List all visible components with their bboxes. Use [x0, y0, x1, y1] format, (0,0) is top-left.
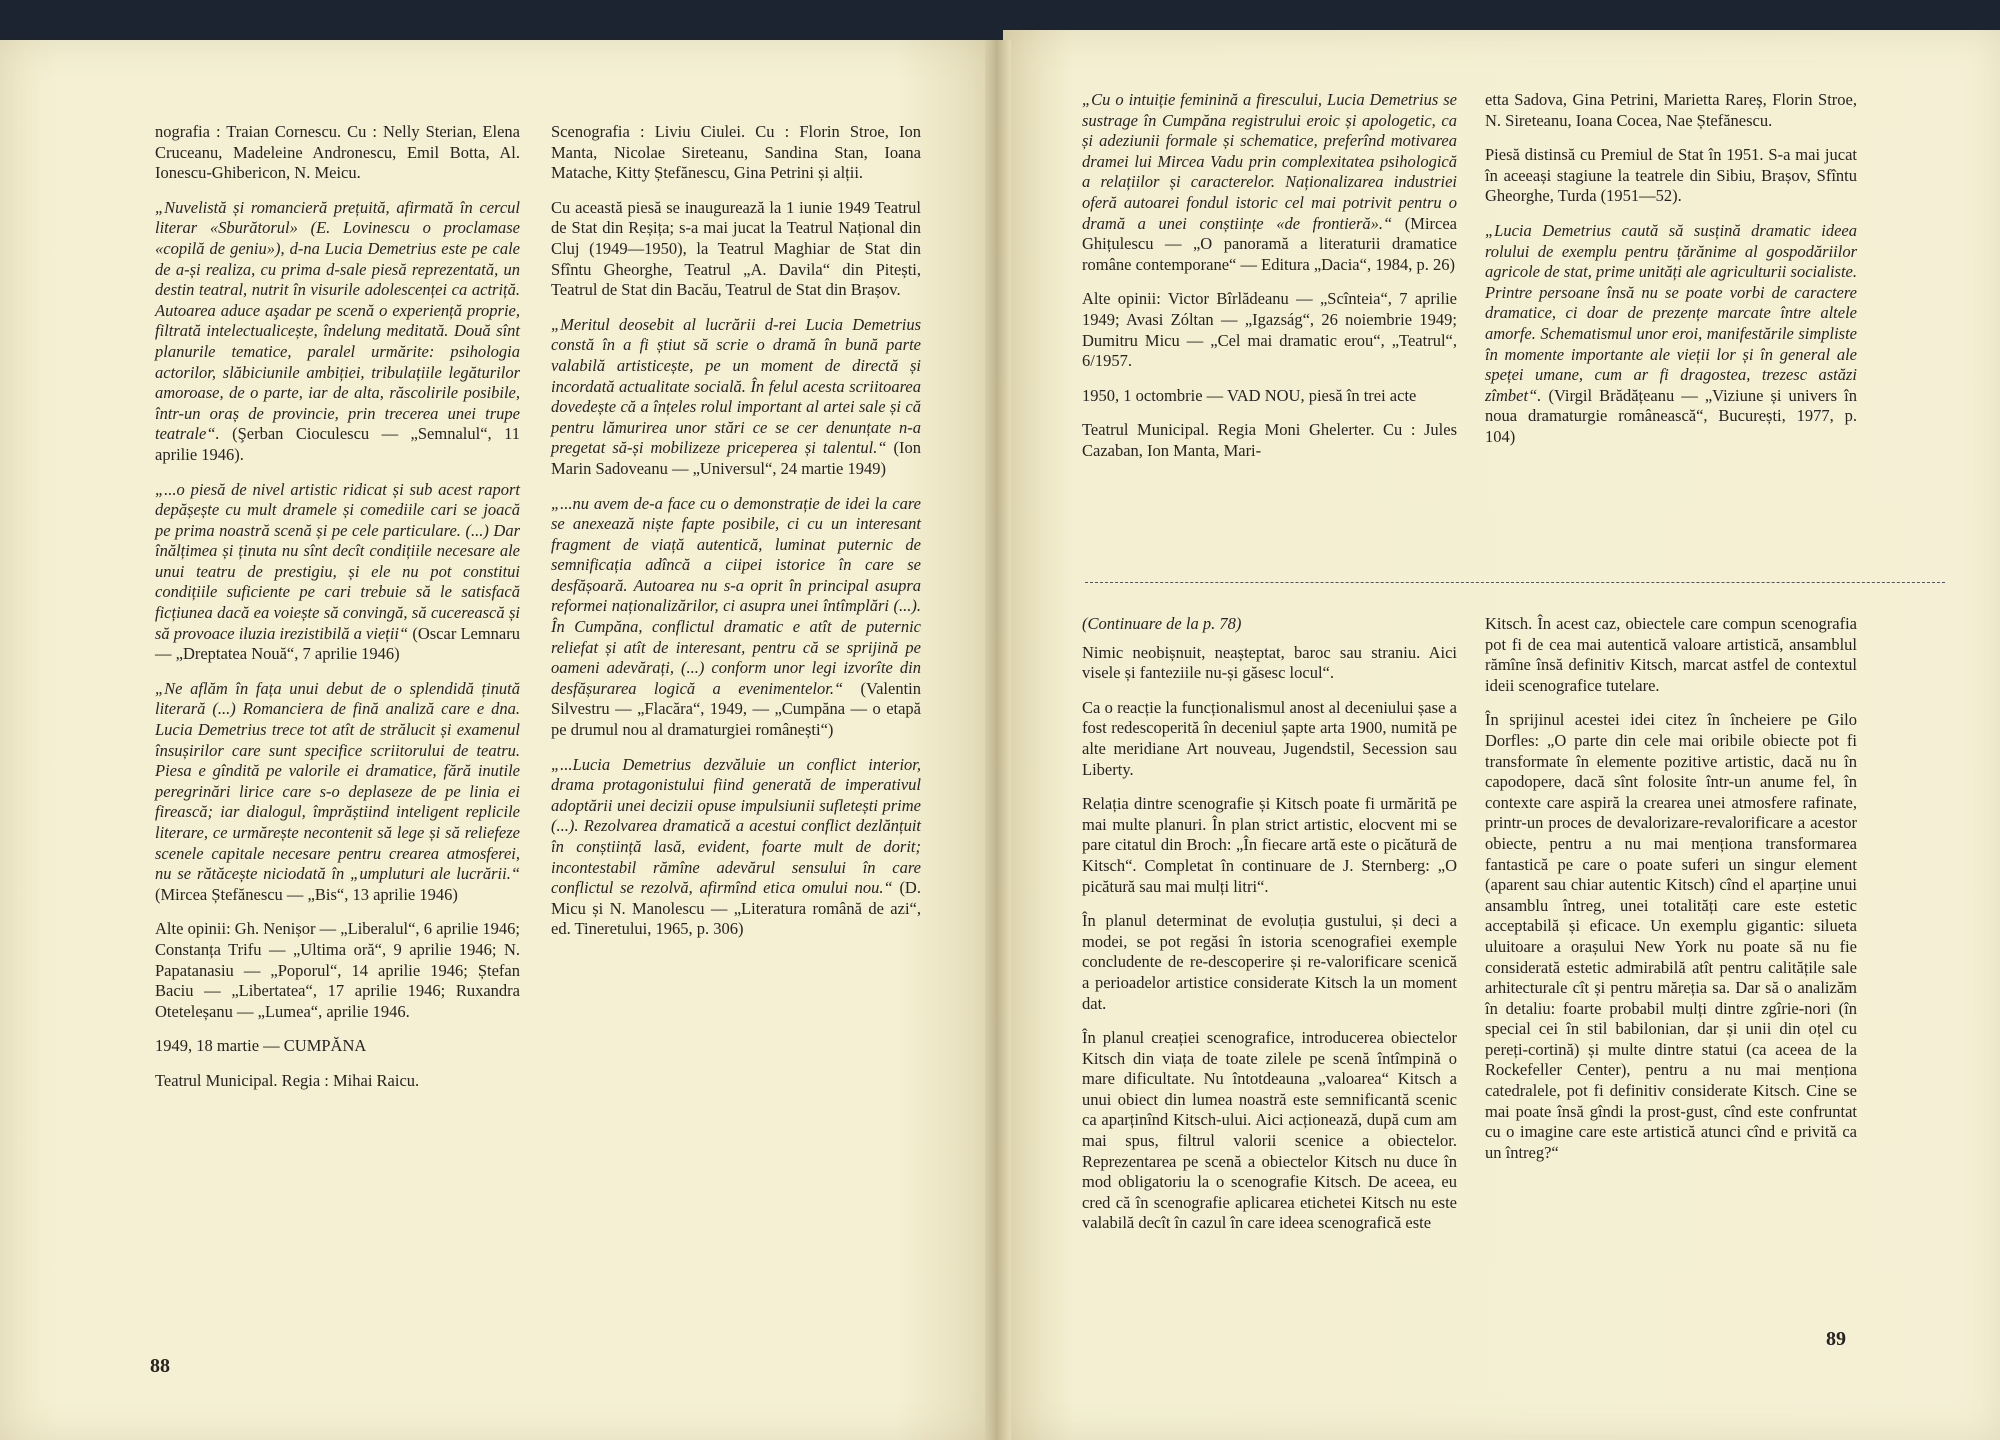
paragraph-text: „Ne aflăm în fața unui debut de o splendidă ținută literară (...) Romanciera de fină analiză care e dna. Lucia Demetrius trece tot atît de strălucit și examenul însușirilor care sunt specifice scriitorului de teatru. Piesa e gîndită pe valorile ei dramatice, fără inutile peregrinări lirice care s-o deplaseze de pe linia ei firească; iar dialogul, împrăștiind inteligent replicile literare, ce urmărește necontenit să lege și să reliefeze scenele capitale necesare pentru crearea atmosferei, nu se rătăcește niciodată în „umpluturi ale lucrării.“ — [155, 678, 520, 884]
paragraph-text: Kitsch. În acest caz, obiectele care compun scenografia pot fi de cea mai autentică valoare artistică, ansamblul rămîne însă definitiv Kitsch, marcat astfel de contextul ideii scenografice tutelare. — [1485, 614, 1857, 695]
citation-source: (Ion Marin Sadoveanu — „Universul“, 24 martie 1949) — [551, 438, 921, 478]
paragraph-text: „...nu avem de-a face cu o demonstrație de idei la care se anexează niște fapte posibile, ci cu un interesant fragment de viață autentică, luminat puternic de semnificația adîncă a ciipei istorice în care se desfășoară. Autoarea nu s-a oprit în principal asupra reformei naționalizărilor, ci asupra unei întîmplări (...). În Cumpăna, conflictul dramatic e atît de puternic reliefat și atît de interesant, pentru că se sprijină pe oameni adevărați, (...) conform unor legi izvorîte din desfășurarea logică a evenimentelor.“ — [551, 493, 921, 698]
paragraph — [551, 755, 921, 940]
paragraph — [155, 1071, 520, 1092]
paragraph — [1082, 420, 1457, 461]
citation-source: (Valentin Silvestru — „Flacăra“, 1949, — „Cumpăna — o etapă pe drumul nou al dramaturgiei românești“) — [551, 678, 921, 740]
paragraph-text: Alte opinii: Gh. Nenișor — „Liberalul“, 6 aprilie 1946; Constanța Trifu — „Ultima oră“, 9 aprilie 1946; N. Papatanasiu — „Poporul“, 14 aprilie 1946; Ștefan Baciu — „Libertatea“, 17 aprilie 1946; Ruxandra Oteteleșanu — „Lumea“, aprilie 1946. — [155, 919, 520, 1021]
paragraph — [1082, 794, 1457, 897]
paragraph — [1082, 698, 1457, 780]
left-page-column-2 — [551, 122, 921, 954]
paragraph-text: „Cu o intuiție feminină a firescului, Lucia Demetrius se sustrage în Cumpăna registrului eroic și apologetic, ca și adeziunii formale și schematice, preferînd motivarea dramei lui Mircea Vadu prin complexitatea psihologică a relațiilor și caracterelor. Naționalizarea industriei oferă autoarei fondul istoric cel mai potrivit pentru o dramă a unei conștiințe «de frontieră».“ — [1082, 90, 1457, 233]
paragraph — [1082, 90, 1457, 275]
paragraph-text: nografia : Traian Cornescu. Cu : Nelly Sterian, Elena Cruceanu, Madeleine Andronescu, Emil Botta, Al. Ionescu-Ghibericon, N. Meicu. — [155, 122, 520, 183]
citation-source: (Virgil Brădățeanu — „Viziune și univers în noua dramaturgie românească“, București, 1977, p. 104) — [1485, 385, 1857, 446]
paragraph — [1082, 1028, 1457, 1234]
left-page-column-1 — [155, 122, 520, 1106]
paragraph — [551, 122, 921, 184]
paragraph — [1485, 221, 1857, 448]
paragraph-text: etta Sadova, Gina Petrini, Marietta Rareș, Florin Stroe, N. Sireteanu, Ioana Cocea, Nae Ștefănescu. — [1485, 90, 1857, 130]
paragraph-text: În planul creației scenografice, introducerea obiectelor Kitsch din viața de toate zilele pe scenă întîmpină o mare dificultate. Nu întotdeauna „valoarea“ Kitsch a unui obiect din lumea noastră este semnificantă scenic ca aparținînd Kitsch-ului. Aici acționează, după cum am mai spus, filtrul valorii scenice a obiectelor. Reprezentarea pe scenă a obiectelor Kitsch nu duce în mod obligatoriu la o scenografie Kitsch. De aceea, eu cred că în scenografie aplicarea etichetei Kitsch nu este valabilă decît în cazul în care ideea scenografică este — [1082, 1028, 1457, 1233]
page-number-left: 88 — [150, 1355, 170, 1377]
right-page-column-1 — [1082, 90, 1457, 476]
section-divider — [1085, 582, 1945, 584]
paragraph-text: „...o piesă de nivel artistic ridicat și sub acest raport depășește cu mult dramele și comediile cari se joacă pe prima noastră scenă și pe cele particulare. (...) Dar înălțimea și ținuta nu sînt decît condițiile necesare ale unui teatru de prestigiu, și ele nu pot constitui condițiile suficiente pe cari trebuie să le satisfacă ficțiunea dacă ea voiește să convingă, să cucerească și să provoace iluzia irezistibilă a vieții“ — [155, 479, 520, 643]
paragraph-text: 1950, 1 octombrie — VAD NOU, piesă în trei acte — [1082, 385, 1417, 405]
paragraph-text: Ca o reacție la funcționalismul anost al deceniului șase a fost redescoperită în deceniul șapte arta 1900, numită pe alte meridiane Art nouveau, Jugendstil, Secession sau Liberty. — [1082, 697, 1457, 779]
book-gutter — [985, 40, 1011, 1440]
paragraph-text: Alte opinii: Victor Bîrlădeanu — „Scînteia“, 7 aprilie 1949; Avasi Zóltan — „Igazság“, 26 noiembrie 1949; Dumitru Micu — „Cel mai dramatic erou“, „Teatrul“, 6/1957. — [1082, 289, 1457, 371]
paragraph-text: În planul determinat de evoluția gustului, și deci a modei, se pot regăsi în istoria scenografiei exemple concludente de re-descoperire și re-valorificare scenică a perioadelor artistice considerate Kitsch la un moment dat. — [1082, 911, 1457, 1013]
right-page-column-4 — [1485, 614, 1857, 1177]
citation-source: (Mircea Ștefănescu — „Bis“, 13 aprilie 1946) — [155, 884, 458, 904]
paragraph-text: Teatrul Municipal. Regia Moni Ghelerter. Cu : Jules Cazaban, Ion Manta, Mari- — [1082, 420, 1457, 460]
right-page-column-2 — [1485, 90, 1857, 462]
paragraph-text: Piesă distinsă cu Premiul de Stat în 1951. S-a mai jucat în aceeași stagiune la teatrele din Sibiu, Brașov, Sfîntu Gheorghe, Turda (1951—52). — [1485, 145, 1857, 206]
citation-source: (D. Micu și N. Manolescu — „Literatura română de azi“, ed. Tineretului, 1965, p. 306) — [551, 878, 921, 939]
paragraph — [1082, 386, 1457, 407]
citation-source: (Mircea Ghițulescu — „O panoramă a literaturii dramatice române contemporane“ — Editura „Dacia“, 1984, p. 26) — [1082, 213, 1457, 274]
paragraph-text: „...Lucia Demetrius dezvăluie un conflict interior, drama protagonistului fiind generată de imperativul adoptării unei decizii opuse impulsiunii sufletești prime (...). Rezolvarea dramatică a acestui conflict dezlănțuit în conștiință lasă, evident, foarte mult de dorit; incontestabil rămîne adevărul sensului în care conflictul se rezolvă, afirmînd etica omului nou.“ — [551, 754, 921, 898]
paragraph-text: Relația dintre scenografie și Kitsch poate fi urmărită pe mai multe planuri. În plan strict artistic, elocvent mi se pare citatul din Broch: „În fiecare artă este o picătură de Kitsch“. Completat în continuare de J. Sternberg: „O picătură sau mai mulți litri“. — [1082, 794, 1457, 896]
paragraph-text: 1949, 18 martie — CUMPĂNA — [155, 1036, 367, 1056]
continuation-label: (Continuare de la p. 78) — [1082, 614, 1242, 633]
citation-source: (Oscar Lemnaru — „Dreptatea Nouă“, 7 aprilie 1946) — [155, 623, 521, 664]
paragraph — [1485, 90, 1857, 131]
paragraph — [551, 494, 921, 741]
paragraph-text: „Meritul deosebit al lucrării d-rei Lucia Demetrius constă în a fi știut să scrie o dramă în bună parte valabilă artisticește, pe un moment de directă și incordată actualitate socială. În felul acesta scriitoarea dovedește că a înțeles rolul important al artei sale și că pentru lămurirea unor stări ce se cer denunțate n-a pregetat să-și mobilizeze priceperea și talentul.“ — [551, 314, 921, 458]
paragraph — [1082, 911, 1457, 1014]
right-page-column-3 — [1082, 614, 1457, 1248]
paragraph — [155, 1036, 520, 1057]
citation-source: (Şerban Cioculescu — „Semnalul“, 11 aprilie 1946). — [155, 424, 520, 464]
paragraph — [1082, 289, 1457, 371]
paragraph — [155, 122, 520, 184]
paragraph — [1485, 710, 1857, 1163]
paragraph — [155, 919, 520, 1022]
paragraph-text: „Lucia Demetrius caută să susțină dramatic ideea rolului de exemplu pentru țărănime al gospodăriilor agricole de stat, prime unități ale agriculturii socialiste. Printre persoane însă nu se poate vorbi de caractere dramatice, ci doar de prezențe marcate între altele amorfe. Schematismul unor eroi, manifestările simpliste în momente importante ale vieții lor și în general ale speței umane, cum ar fi dragostea, trezesc astăzi zîmbet“. — [1485, 220, 1857, 405]
paragraph — [155, 679, 520, 906]
paragraph — [1485, 614, 1857, 696]
page-number-right: 89 — [1826, 1328, 1846, 1350]
paragraph-text: Scenografia : Liviu Ciulei. Cu : Florin Stroe, Ion Manta, Nicolae Sireteanu, Sandina Stan, Ioana Matache, Kitty Ștefănescu, Gina Petrini și alții. — [551, 122, 921, 183]
paragraph — [551, 315, 921, 480]
paragraph-text: Nimic neobișnuit, neașteptat, baroc sau straniu. Aici visele și fanteziile nu-și găsesc locul“. — [1082, 642, 1457, 683]
paragraph-text: „Nuvelistă și romancieră prețuită, afirmată în cercul literar «Sburătorul» (E. Lovinescu o proclamase «copilă de geniu»), d-na Lucia Demetrius este pe cale de a-și realiza, cu prima d-sale piesă reprezentată, un destin teatral, nutrit în visurile adolescenței ca actriță. Autoarea aduce aşadar pe scenă o experiență proprie, filtrată intelectualicește, îndelung meditată. Două sînt planurile tematice, paralel urmărite: psihologia actorilor, slăbiciunile ambiției, tribulațiile legăturilor amoroase, de o parte, iar de alta, răscolirile posibile, într-un oraș de provincie, prin trecerea unei trupe teatrale“. — [155, 197, 520, 444]
paragraph-text: Teatrul Municipal. Regia : Mihai Raicu. — [155, 1070, 420, 1090]
paragraph — [1485, 145, 1857, 207]
paragraph — [155, 198, 520, 466]
paragraph-text: Cu această piesă se inaugurează la 1 iunie 1949 Teatrul de Stat din Reșița; s-a mai jucat la Teatrul Național din Cluj (1949—1950), la Teatrul Maghiar de Stat din Sfîntu Gheorghe, Teatrul „A. Davila“ din Pitești, Teatrul de Stat din Bacău, Teatrul de Stat din Brașov. — [551, 197, 921, 300]
paragraph — [155, 480, 520, 665]
paragraph — [551, 198, 921, 301]
paragraph — [1082, 643, 1457, 684]
paragraph-text: În sprijinul acestei idei citez în încheiere pe Gilo Dorfles: „O parte din cele mai oribile obiecte pot fi transformate în elemente pozitive artistic, dacă nu în capodopere, dacă sînt folosite într-un anume fel, în contexte care aspiră la crearea unei atmosfere rafinate, printr-un proces de devalorizare-revalorificare a acestor obiecte, pentru a nu mai menționa transformarea fantastică pe care o poate suferi un singur element (aparent sau chiar autentic Kitsch) cînd el aparține unui ansamblu întreg, unei totalități care este estetic acceptabilă și eficace. Un exemplu gigantic: silueta uluitoare a orașului New York nu poate să nu fie considerată estetic admirabilă atît pentru calitățile sale arhitecturale cît și pentru măreția sa. Dar să o analizăm în detaliu: foarte probabil mulți dintre zgîrie-nori (în special cei în stil babilonian, dar și unii din oțel cu pereți-cortină) și multe dintre statui (ca aceea de la Rockefeller Center), pentru a nu mai menționa catedralele, pot fi definitiv considerate Kitsch. Cine se mai poate însă gîndi la prost-gust, cînd este confruntat cu o imagine care este artistică atunci cînd e privită ca un întreg?“ — [1485, 710, 1857, 1162]
